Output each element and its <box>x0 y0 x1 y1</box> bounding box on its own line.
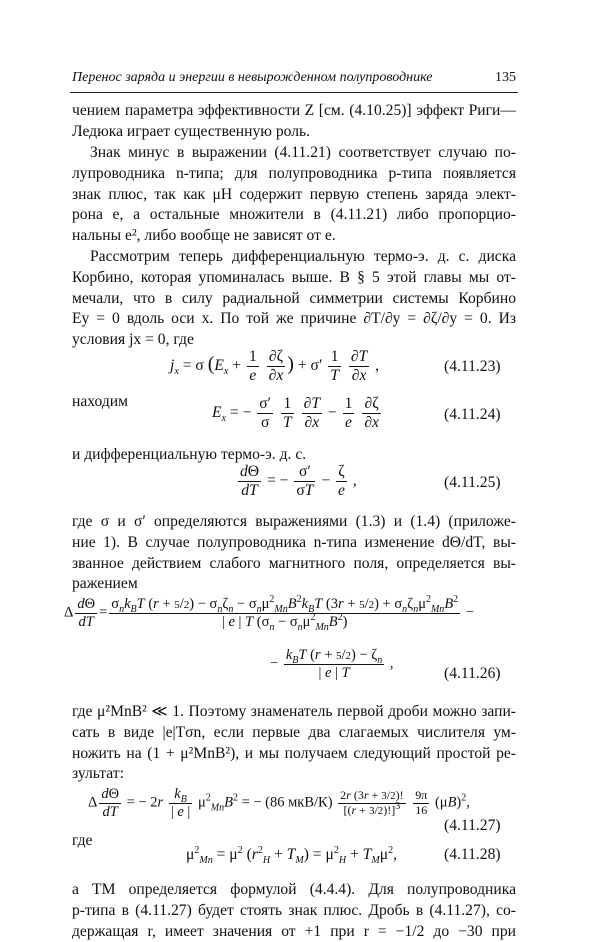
text-line: знак плюс, так как μH содержит первую степень заряда элект- <box>72 185 516 203</box>
paragraph-4 <box>72 512 516 595</box>
text-line: нальны e², либо вообще не зависят от e. <box>72 227 336 245</box>
paragraph-1 <box>72 101 516 143</box>
header-title: Перенос заряда и энергии в невырожденном полупроводнике <box>72 70 433 85</box>
equation-4-11-25: $\frac{d\Theta}{dT}$ = − $\frac{\sigma'}{\sigma T}$ − $\frac{\zeta}{e}$ , <box>240 463 357 499</box>
equation-4-11-27: Δ $\frac{d\Theta}{dT}$ = − 2r $\frac{k_B}{| e |}$ $\mu^2_{Mn}B^2$ = − (86 мкВ/К) $\frac{2r (3r + 3/2)!}{[(r + 3/2)!]^3}$ $\frac{9\pi}{16}$ $(\mu B)^2$, <box>88 786 470 820</box>
equation-number: (4.11.23) <box>444 358 501 375</box>
equation-4-11-23: $j_x = \sigma$ ($E_x$ + $\frac{1}{e}$ $\frac{\partial\zeta}{\partial x}$ ) + σ′ $\frac{1}{T}$ $\frac{\partial T}{\partial x}$ , <box>170 348 380 384</box>
equation-number: (4.11.26) <box>444 665 501 682</box>
equation-number: (4.11.25) <box>444 474 501 491</box>
text-line: чением параметра эффективности Z [см. (4.10.25)] эффект Риги— <box>72 102 516 119</box>
text-line: мечали, что в силу радиальной симметрии системы Корбино <box>72 289 516 307</box>
text-line: званное действием слабого магнитного поля, определяется вы- <box>72 554 516 572</box>
equation-4-11-26-line-1: Δ $\frac{d\Theta}{dT}$ = $\frac{\sigma_nk_BT (r + 5/2) - \sigma_n\zeta_n - \sigma_n\mu^2_{Mn}B^2k_BT (3r + 5/2) + \sigma_n\zeta_n\mu^2_{Mn}B^2}{| e | T (\sigma_n - \sigma_n\mu^2_{Mn}B^2)}$ − <box>64 594 474 633</box>
equation-number: (4.11.28) <box>444 846 501 863</box>
text-line: сать в виде |e|Tσn, если первые два слагаемых числителя ум- <box>72 723 516 741</box>
text-line: где <box>72 832 93 849</box>
text-line: ножить на (1 + μ²MnB²), и мы получаем следующий простой ре- <box>72 744 516 762</box>
text-line: Ледюка играет существенную роль. <box>72 122 310 140</box>
equation-4-11-28: $\mu^2_{Mn} = \mu^2$ $(r^2_H + T_M) = \mu^2_H + T_M\mu^2$, <box>186 844 397 867</box>
text-line: зультат: <box>72 765 124 783</box>
paragraph-3 <box>72 247 516 351</box>
text-line: держащая r, имеет значения от +1 при r = −1/2 до −30 при <box>72 922 516 940</box>
text-line: и дифференциальную термо-э. д. с. <box>72 446 307 463</box>
text-line: условия jx = 0, где <box>72 331 194 349</box>
text-line: Ey = 0 вдоль оси x. По той же причине ∂T/∂y = ∂ζ/∂y = 0. Из <box>72 310 516 328</box>
text-line: Знак минус в выражении (4.11.21) соответствует случаю по- <box>90 144 516 161</box>
text-line: лупроводника n-типа; для полупроводника p-типа появляется <box>72 164 516 182</box>
text-line: p-типа в (4.11.27) будет стоять знак плюс. Дробь в (4.11.27), со- <box>72 901 516 919</box>
text-line: а TM определяется формулой (4.4.4). Для полупроводника <box>72 881 516 898</box>
paragraph-2 <box>72 143 516 247</box>
text-line: находим <box>72 393 128 410</box>
text-line: где σ и σ′ определяются выражениями (1.3) и (1.4) (приложе- <box>72 513 516 530</box>
running-header <box>70 66 518 93</box>
text-line: где μ²MnB² ≪ 1. Поэтому знаменатель первой дроби можно запи- <box>72 703 516 720</box>
text-line: Рассмотрим теперь дифференциальную термо-э. д. с. диска <box>90 248 516 265</box>
page-number: 135 <box>495 70 516 85</box>
text-line: ражением <box>72 575 138 593</box>
text-line: Корбино, которая упоминалась выше. В § 5 этой главы мы от- <box>72 268 516 286</box>
paragraph-6 <box>72 880 516 942</box>
equation-4-11-24: $E_x$ = − $\frac{\sigma'}{\sigma}$ $\frac{1}{T}$ $\frac{\partial T}{\partial x}$ − $\frac{1}{e}$ $\frac{\partial\zeta}{\partial x}$ <box>212 395 379 431</box>
equation-4-11-26-line-2: − $\frac{k_BT (r + 5/2) - \zeta_n}{| e | T}$ , <box>270 647 394 681</box>
text-line: рона e, а остальные множители в (4.11.21) либо пропорцио- <box>72 206 516 224</box>
equation-number: (4.11.27) <box>444 817 501 834</box>
text-line: ние 1). В случае полупроводника n-типа изменение dΘ/dT, вы- <box>72 533 516 551</box>
equation-number: (4.11.24) <box>444 406 501 423</box>
paragraph-5 <box>72 702 516 785</box>
physical-constant: (86 мкВ/К) <box>265 794 333 811</box>
